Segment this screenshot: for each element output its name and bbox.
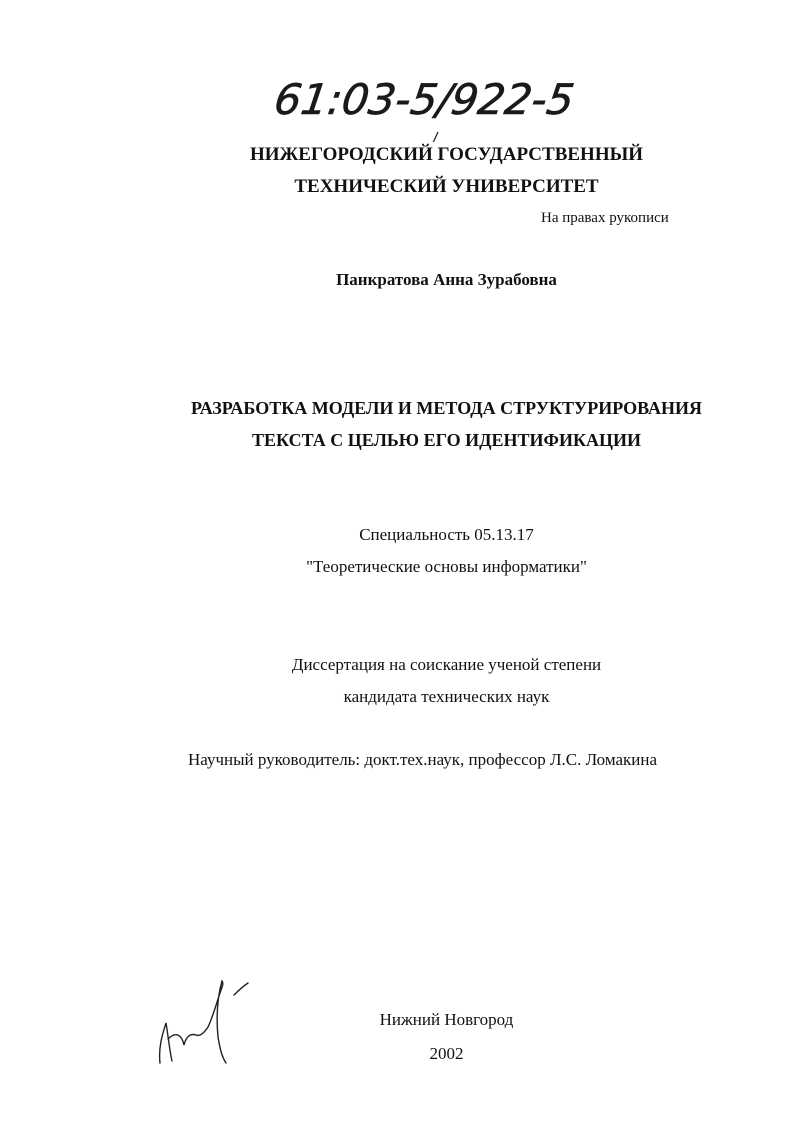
place-of-publication: Нижний Новгород (379, 1010, 514, 1029)
rights-note: На правах рукописи (541, 210, 669, 226)
degree-line2: кандидата технических наук (343, 687, 550, 706)
author-name: Панкратова Анна Зурабовна (336, 270, 557, 289)
dissertation-title-line2: ТЕКСТА С ЦЕЛЬЮ ЕГО ИДЕНТИФИКАЦИИ (252, 430, 641, 450)
degree-line1: Диссертация на соискание ученой степени (291, 655, 602, 674)
handwritten-stamp-image (270, 62, 600, 142)
scientific-advisor: Научный руководитель: докт.тех.наук, профессор Л.С. Ломакина (188, 750, 658, 769)
stamp-text: 61:03-5/922-5 (271, 75, 578, 124)
specialty-name: "Теоретические основы информатики" (306, 557, 587, 576)
university-name-line1: НИЖЕГОРОДСКИЙ ГОСУДАРСТВЕННЫЙ (249, 144, 644, 165)
specialty-code: Специальность 05.13.17 (359, 525, 534, 544)
university-name-line2: ТЕХНИЧЕСКИЙ УНИВЕРСИТЕТ (294, 176, 599, 197)
dissertation-title-line1: РАЗРАБОТКА МОДЕЛИ И МЕТОДА СТРУКТУРИРОВАНИЯ (191, 398, 702, 418)
publication-year: 2002 (429, 1044, 464, 1063)
handwritten-stamp (270, 62, 600, 142)
